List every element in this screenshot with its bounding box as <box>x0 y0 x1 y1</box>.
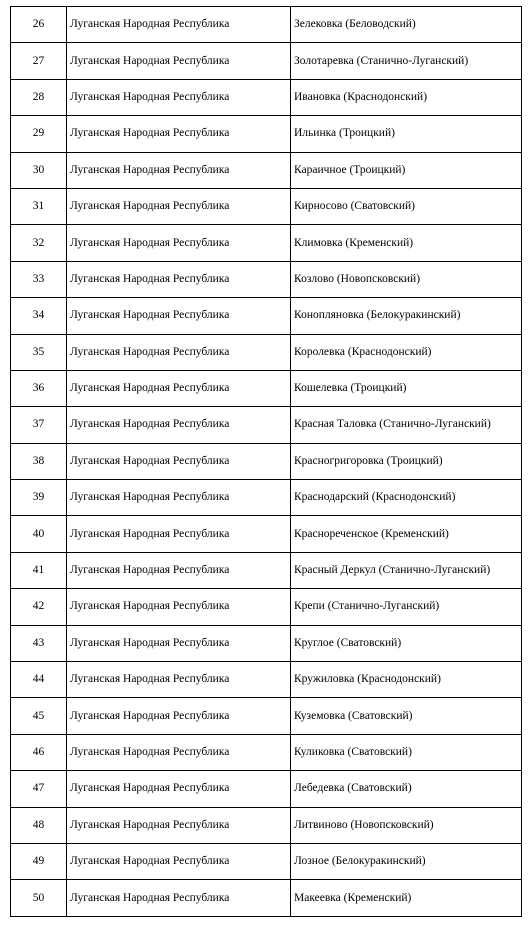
table-row <box>11 698 522 734</box>
table-row <box>11 516 522 552</box>
table-row <box>11 43 522 79</box>
region-cell: Луганская Народная Республика <box>67 370 291 406</box>
region-cell: Луганская Народная Республика <box>67 516 291 552</box>
row-number-cell: 41 <box>11 552 67 588</box>
locality-cell: Козлово (Новопсковский) <box>291 261 522 297</box>
row-number-cell: 30 <box>11 152 67 188</box>
locality-cell: Зелековка (Беловодский) <box>291 7 522 43</box>
row-number-cell: 39 <box>11 480 67 516</box>
row-number-cell: 34 <box>11 298 67 334</box>
table-row <box>11 7 522 43</box>
locality-cell: Литвиново (Новопсковский) <box>291 807 522 843</box>
table-row <box>11 298 522 334</box>
locality-cell: Королевка (Краснодонский) <box>291 334 522 370</box>
row-number-cell: 46 <box>11 734 67 770</box>
locality-cell: Кошелевка (Троицкий) <box>291 370 522 406</box>
region-cell: Луганская Народная Республика <box>67 734 291 770</box>
table-row <box>11 589 522 625</box>
region-cell: Луганская Народная Республика <box>67 843 291 879</box>
row-number-cell: 42 <box>11 589 67 625</box>
locality-cell: Ивановка (Краснодонский) <box>291 79 522 115</box>
table-row <box>11 407 522 443</box>
row-number-cell: 32 <box>11 225 67 261</box>
region-cell: Луганская Народная Республика <box>67 298 291 334</box>
locality-cell: Караичное (Троицкий) <box>291 152 522 188</box>
region-cell: Луганская Народная Республика <box>67 334 291 370</box>
row-number-cell: 49 <box>11 843 67 879</box>
table-row <box>11 116 522 152</box>
table-row <box>11 880 522 916</box>
locality-cell: Коноплянoвка (Белокуракинский) <box>291 298 522 334</box>
table-row <box>11 370 522 406</box>
table-row <box>11 734 522 770</box>
locality-cell: Куликовка (Сватовский) <box>291 734 522 770</box>
locality-cell: Лозное (Белокуракинский) <box>291 843 522 879</box>
table-row <box>11 261 522 297</box>
row-number-cell: 31 <box>11 188 67 224</box>
locality-cell: Золотаревка (Станично-Луганский) <box>291 43 522 79</box>
locality-cell: Круглое (Сватовский) <box>291 625 522 661</box>
table-row <box>11 662 522 698</box>
locality-cell: Куземовка (Сватовский) <box>291 698 522 734</box>
locality-table <box>10 6 522 917</box>
row-number-cell: 26 <box>11 7 67 43</box>
row-number-cell: 27 <box>11 43 67 79</box>
locality-cell: Красная Таловка (Станично-Луганский) <box>291 407 522 443</box>
locality-cell: Макеевка (Кременский) <box>291 880 522 916</box>
table-row <box>11 552 522 588</box>
table-row <box>11 79 522 115</box>
row-number-cell: 45 <box>11 698 67 734</box>
table-row <box>11 188 522 224</box>
row-number-cell: 47 <box>11 771 67 807</box>
row-number-cell: 43 <box>11 625 67 661</box>
region-cell: Луганская Народная Республика <box>67 407 291 443</box>
row-number-cell: 50 <box>11 880 67 916</box>
table-row <box>11 152 522 188</box>
locality-cell: Краснореченское (Кременский) <box>291 516 522 552</box>
region-cell: Луганская Народная Республика <box>67 7 291 43</box>
region-cell: Луганская Народная Республика <box>67 79 291 115</box>
region-cell: Луганская Народная Республика <box>67 225 291 261</box>
row-number-cell: 37 <box>11 407 67 443</box>
locality-cell: Красный Деркул (Станично-Луганский) <box>291 552 522 588</box>
locality-cell: Красногригоровка (Троицкий) <box>291 443 522 479</box>
region-cell: Луганская Народная Республика <box>67 43 291 79</box>
region-cell: Луганская Народная Республика <box>67 480 291 516</box>
region-cell: Луганская Народная Республика <box>67 807 291 843</box>
locality-cell: Климовка (Кременский) <box>291 225 522 261</box>
row-number-cell: 36 <box>11 370 67 406</box>
row-number-cell: 33 <box>11 261 67 297</box>
table-row <box>11 807 522 843</box>
table-body <box>11 7 522 917</box>
row-number-cell: 40 <box>11 516 67 552</box>
row-number-cell: 38 <box>11 443 67 479</box>
row-number-cell: 48 <box>11 807 67 843</box>
table-row <box>11 771 522 807</box>
table-row <box>11 625 522 661</box>
locality-cell: Краснодарский (Краснодонский) <box>291 480 522 516</box>
region-cell: Луганская Народная Республика <box>67 698 291 734</box>
row-number-cell: 29 <box>11 116 67 152</box>
region-cell: Луганская Народная Республика <box>67 625 291 661</box>
locality-cell: Лебедевка (Сватовский) <box>291 771 522 807</box>
region-cell: Луганская Народная Республика <box>67 771 291 807</box>
locality-cell: Кружиловка (Краснодонский) <box>291 662 522 698</box>
table-row <box>11 334 522 370</box>
region-cell: Луганская Народная Республика <box>67 188 291 224</box>
region-cell: Луганская Народная Республика <box>67 443 291 479</box>
table-row <box>11 480 522 516</box>
locality-cell: Кирносово (Сватовский) <box>291 188 522 224</box>
region-cell: Луганская Народная Республика <box>67 116 291 152</box>
table-row <box>11 843 522 879</box>
table-row <box>11 443 522 479</box>
locality-cell: Ильинка (Троицкий) <box>291 116 522 152</box>
region-cell: Луганская Народная Республика <box>67 589 291 625</box>
region-cell: Луганская Народная Республика <box>67 261 291 297</box>
row-number-cell: 35 <box>11 334 67 370</box>
table-row <box>11 225 522 261</box>
region-cell: Луганская Народная Республика <box>67 552 291 588</box>
region-cell: Луганская Народная Республика <box>67 880 291 916</box>
region-cell: Луганская Народная Республика <box>67 662 291 698</box>
locality-cell: Крепи (Станично-Луганский) <box>291 589 522 625</box>
region-cell: Луганская Народная Республика <box>67 152 291 188</box>
row-number-cell: 44 <box>11 662 67 698</box>
row-number-cell: 28 <box>11 79 67 115</box>
